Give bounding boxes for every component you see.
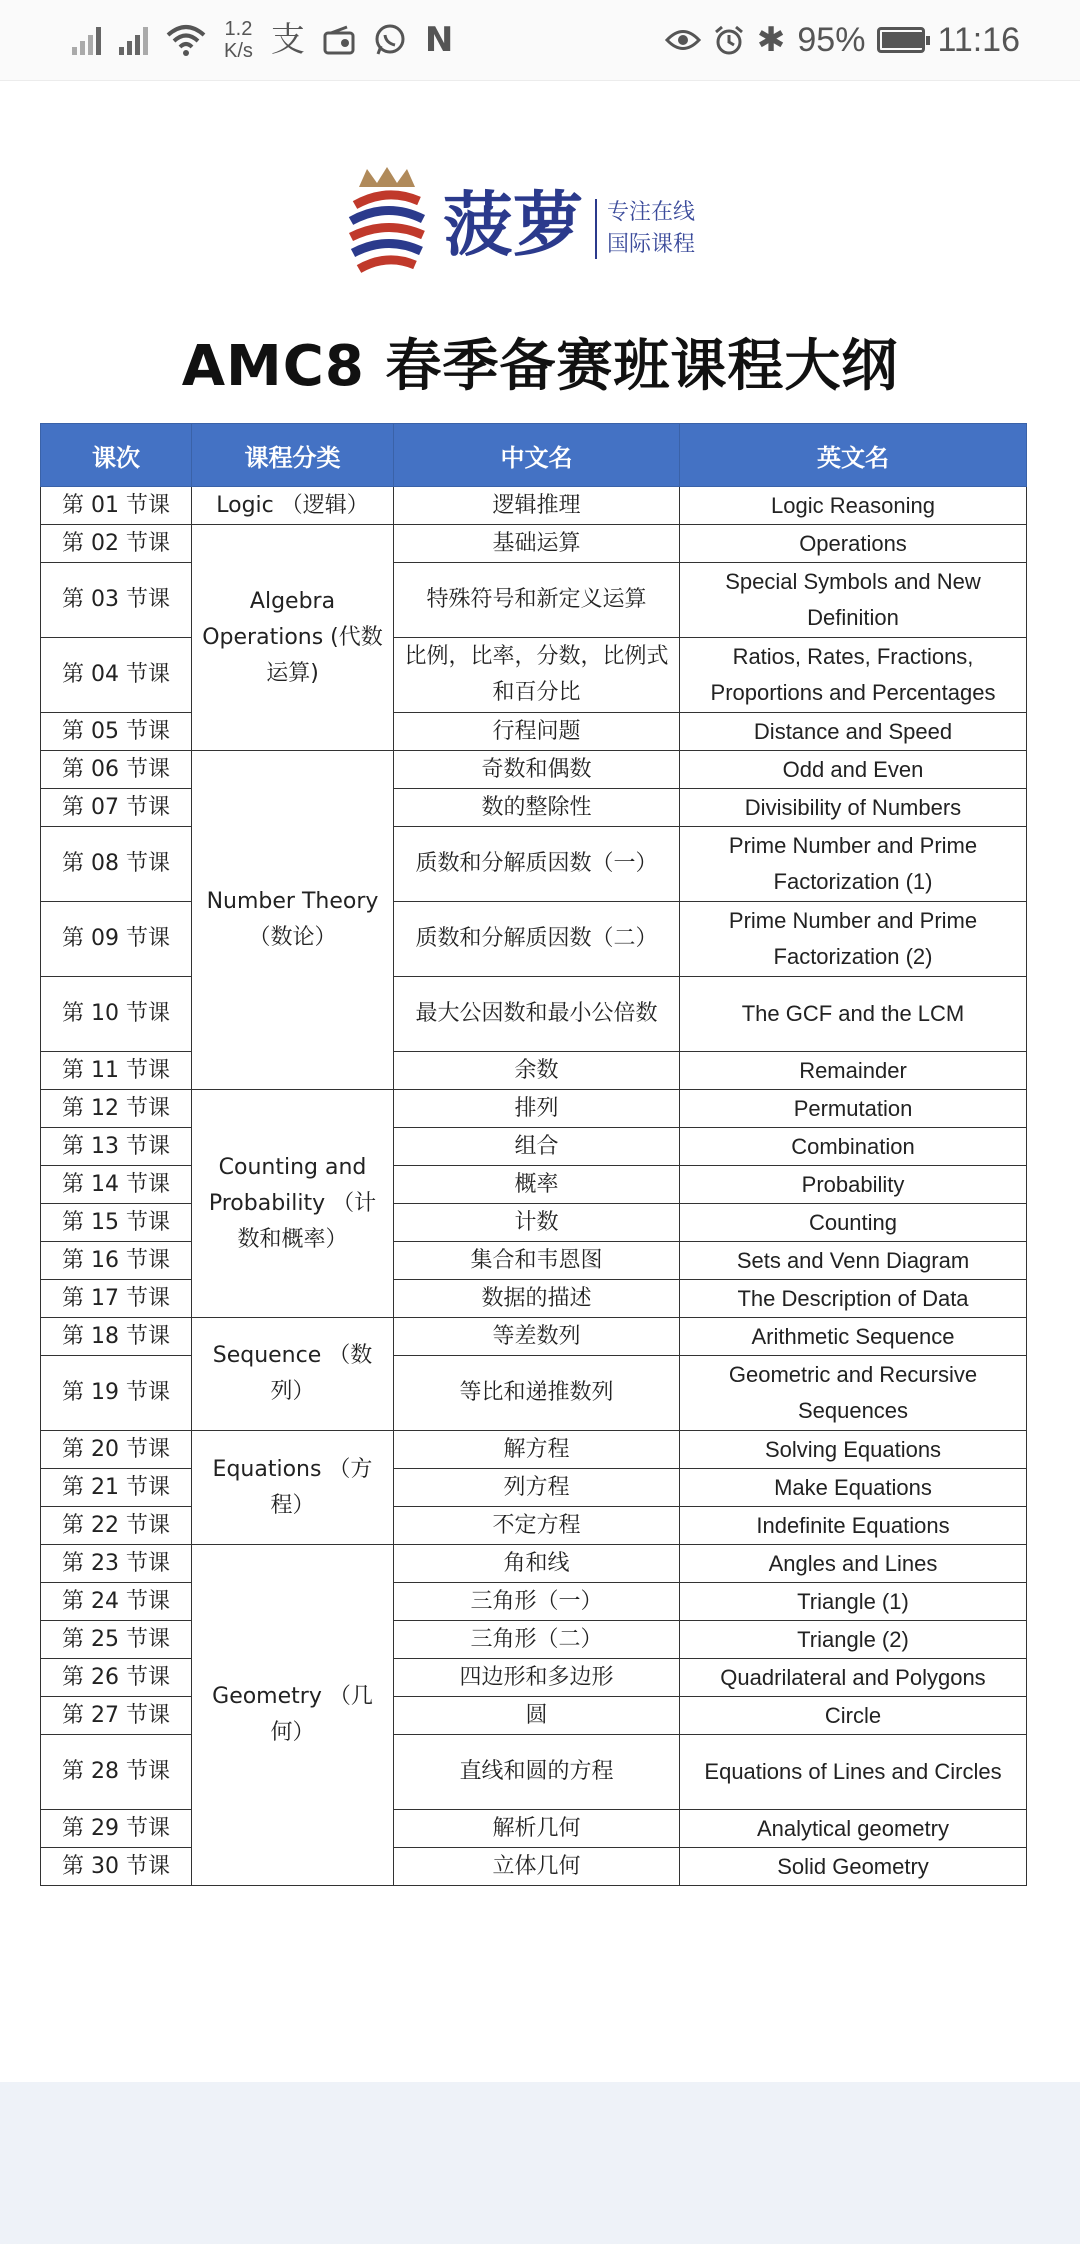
category-cell: Equations （方程） — [192, 1431, 394, 1545]
lesson-cell: 第 14 节课 — [41, 1166, 192, 1204]
chinese-name-cell: 特殊符号和新定义运算 — [394, 563, 680, 638]
english-name-cell: Prime Number and Prime Factorization (1) — [680, 827, 1027, 902]
chinese-name-cell: 余数 — [394, 1052, 680, 1090]
table-row — [41, 713, 1027, 751]
table-row — [41, 1431, 1027, 1469]
english-name-cell: Permutation — [680, 1090, 1027, 1128]
wifi-icon — [166, 23, 206, 57]
english-name-cell: Remainder — [680, 1052, 1027, 1090]
english-name-cell: Odd and Even — [680, 751, 1027, 789]
net-speed-unit: K/s — [224, 40, 253, 62]
whatsapp-icon — [373, 23, 407, 57]
chinese-name-cell: 数据的描述 — [394, 1280, 680, 1318]
english-name-cell: The GCF and the LCM — [680, 977, 1027, 1052]
lesson-cell: 第 10 节课 — [41, 977, 192, 1052]
table-row — [41, 827, 1027, 902]
status-bar — [0, 0, 1080, 81]
chinese-name-cell: 逻辑推理 — [394, 487, 680, 525]
lesson-cell: 第 21 节课 — [41, 1469, 192, 1507]
lesson-cell: 第 01 节课 — [41, 487, 192, 525]
logo-tagline-1: 专注在线 — [607, 200, 696, 225]
english-name-cell: Counting — [680, 1204, 1027, 1242]
table-row — [41, 1052, 1027, 1090]
table-row — [41, 563, 1027, 638]
header-category: 课程分类 — [192, 424, 394, 487]
clock: 11:16 — [937, 21, 1020, 59]
chinese-name-cell: 集合和韦恩图 — [394, 1242, 680, 1280]
table-row — [41, 1280, 1027, 1318]
chinese-name-cell: 质数和分解质因数（二） — [394, 902, 680, 977]
table-row — [41, 1507, 1027, 1545]
english-name-cell: Arithmetic Sequence — [680, 1318, 1027, 1356]
table-row — [41, 789, 1027, 827]
brand-logo — [345, 165, 705, 285]
table-row — [41, 1810, 1027, 1848]
table-row — [41, 1469, 1027, 1507]
logo-name: 菠萝 — [443, 183, 583, 266]
chinese-name-cell: 直线和圆的方程 — [394, 1735, 680, 1810]
table-row — [41, 638, 1027, 713]
chinese-name-cell: 计数 — [394, 1204, 680, 1242]
chinese-name-cell: 不定方程 — [394, 1507, 680, 1545]
lesson-cell: 第 29 节课 — [41, 1810, 192, 1848]
lesson-cell: 第 13 节课 — [41, 1128, 192, 1166]
lesson-cell: 第 25 节课 — [41, 1621, 192, 1659]
table-row — [41, 1697, 1027, 1735]
eye-icon — [665, 27, 701, 53]
header-lesson: 课次 — [41, 424, 192, 487]
category-cell: Algebra Operations (代数运算) — [192, 525, 394, 751]
table-row — [41, 1166, 1027, 1204]
battery-icon — [877, 27, 925, 53]
category-cell: Counting and Probability （计数和概率） — [192, 1090, 394, 1318]
net-speed-value: 1.2 — [224, 18, 253, 40]
lesson-cell: 第 05 节课 — [41, 713, 192, 751]
chinese-name-cell: 基础运算 — [394, 525, 680, 563]
lesson-cell: 第 04 节课 — [41, 638, 192, 713]
chinese-name-cell: 列方程 — [394, 1469, 680, 1507]
english-name-cell: Circle — [680, 1697, 1027, 1735]
status-bar-left — [72, 14, 453, 66]
logo-divider — [595, 199, 597, 259]
syllabus-table — [40, 423, 1027, 1886]
table-row — [41, 1090, 1027, 1128]
english-name-cell: Solving Equations — [680, 1431, 1027, 1469]
lesson-cell: 第 12 节课 — [41, 1090, 192, 1128]
table-row — [41, 1545, 1027, 1583]
table-row — [41, 487, 1027, 525]
table-row — [41, 751, 1027, 789]
bottom-area — [0, 2082, 1080, 2244]
net-speed — [224, 18, 253, 62]
chinese-name-cell: 三角形（一） — [394, 1583, 680, 1621]
chinese-name-cell: 比例，比率，分数，比例式和百分比 — [394, 638, 680, 713]
lesson-cell: 第 15 节课 — [41, 1204, 192, 1242]
table-row — [41, 1659, 1027, 1697]
lesson-cell: 第 09 节课 — [41, 902, 192, 977]
lesson-cell: 第 07 节课 — [41, 789, 192, 827]
lesson-cell: 第 27 节课 — [41, 1697, 192, 1735]
table-body — [41, 487, 1027, 1886]
chinese-name-cell: 最大公因数和最小公倍数 — [394, 977, 680, 1052]
signal-roaming-icon — [119, 25, 148, 55]
english-name-cell: Distance and Speed — [680, 713, 1027, 751]
lesson-cell: 第 02 节课 — [41, 525, 192, 563]
chinese-name-cell: 奇数和偶数 — [394, 751, 680, 789]
english-name-cell: Logic Reasoning — [680, 487, 1027, 525]
lesson-cell: 第 16 节课 — [41, 1242, 192, 1280]
english-name-cell: Make Equations — [680, 1469, 1027, 1507]
table-row — [41, 1848, 1027, 1886]
english-name-cell: Triangle (2) — [680, 1621, 1027, 1659]
english-name-cell: Quadrilateral and Polygons — [680, 1659, 1027, 1697]
chinese-name-cell: 立体几何 — [394, 1848, 680, 1886]
chinese-name-cell: 等差数列 — [394, 1318, 680, 1356]
lesson-cell: 第 18 节课 — [41, 1318, 192, 1356]
english-name-cell: Analytical geometry — [680, 1810, 1027, 1848]
english-name-cell: Sets and Venn Diagram — [680, 1242, 1027, 1280]
english-name-cell: Divisibility of Numbers — [680, 789, 1027, 827]
chinese-name-cell: 圆 — [394, 1697, 680, 1735]
lesson-cell: 第 06 节课 — [41, 751, 192, 789]
category-cell: Number Theory （数论） — [192, 751, 394, 1090]
english-name-cell: Prime Number and Prime Factorization (2) — [680, 902, 1027, 977]
n-icon: N — [424, 20, 454, 60]
english-name-cell: The Description of Data — [680, 1280, 1027, 1318]
chinese-name-cell: 数的整除性 — [394, 789, 680, 827]
chinese-name-cell: 质数和分解质因数（一） — [394, 827, 680, 902]
lesson-cell: 第 19 节课 — [41, 1356, 192, 1431]
english-name-cell: Probability — [680, 1166, 1027, 1204]
page-title: AMC8 春季备赛班课程大纲 — [181, 334, 899, 399]
chinese-name-cell: 角和线 — [394, 1545, 680, 1583]
english-name-cell: Combination — [680, 1128, 1027, 1166]
lesson-cell: 第 24 节课 — [41, 1583, 192, 1621]
header-english-name: 英文名 — [680, 424, 1027, 487]
lesson-cell: 第 17 节课 — [41, 1280, 192, 1318]
table-row — [41, 1735, 1027, 1810]
chinese-name-cell: 组合 — [394, 1128, 680, 1166]
category-cell: Sequence （数列） — [192, 1318, 394, 1431]
alarm-icon — [713, 24, 745, 56]
pineapple-logo-icon — [345, 165, 429, 283]
table-row — [41, 1204, 1027, 1242]
logo-tagline — [607, 197, 695, 261]
table-row — [41, 1583, 1027, 1621]
table-row — [41, 1128, 1027, 1166]
chinese-name-cell: 行程问题 — [394, 713, 680, 751]
table-row — [41, 1621, 1027, 1659]
signal-icon — [72, 25, 101, 55]
lesson-cell: 第 20 节课 — [41, 1431, 192, 1469]
status-bar-right — [665, 14, 1020, 66]
table-row — [41, 977, 1027, 1052]
chinese-name-cell: 三角形（二） — [394, 1621, 680, 1659]
lesson-cell: 第 30 节课 — [41, 1848, 192, 1886]
table-row — [41, 1356, 1027, 1431]
lesson-cell: 第 26 节课 — [41, 1659, 192, 1697]
english-name-cell: Angles and Lines — [680, 1545, 1027, 1583]
lesson-cell: 第 03 节课 — [41, 563, 192, 638]
chinese-name-cell: 解析几何 — [394, 1810, 680, 1848]
header-chinese-name: 中文名 — [394, 424, 680, 487]
english-name-cell: Special Symbols and New Definition — [680, 563, 1027, 638]
battery-percent: 95% — [797, 21, 866, 59]
english-name-cell: Indefinite Equations — [680, 1507, 1027, 1545]
bluetooth-icon: ✱ — [756, 20, 786, 60]
alipay-icon: 支 — [270, 20, 305, 60]
english-name-cell: Solid Geometry — [680, 1848, 1027, 1886]
lesson-cell: 第 23 节课 — [41, 1545, 192, 1583]
category-cell: Geometry （几何） — [192, 1545, 394, 1886]
category-cell: Logic （逻辑） — [192, 487, 394, 525]
chinese-name-cell: 四边形和多边形 — [394, 1659, 680, 1697]
english-name-cell: Triangle (1) — [680, 1583, 1027, 1621]
english-name-cell: Equations of Lines and Circles — [680, 1735, 1027, 1810]
table-header-row — [41, 424, 1027, 487]
table-row — [41, 902, 1027, 977]
english-name-cell: Ratios, Rates, Fractions, Proportions and Percentages — [680, 638, 1027, 713]
lesson-cell: 第 08 节课 — [41, 827, 192, 902]
table-row — [41, 525, 1027, 563]
chinese-name-cell: 排列 — [394, 1090, 680, 1128]
radio-icon — [323, 25, 355, 55]
english-name-cell: Operations — [680, 525, 1027, 563]
logo-tagline-2: 国际课程 — [607, 232, 696, 257]
chinese-name-cell: 等比和递推数列 — [394, 1356, 680, 1431]
chinese-name-cell: 解方程 — [394, 1431, 680, 1469]
table-row — [41, 1242, 1027, 1280]
table-row — [41, 1318, 1027, 1356]
chinese-name-cell: 概率 — [394, 1166, 680, 1204]
lesson-cell: 第 28 节课 — [41, 1735, 192, 1810]
lesson-cell: 第 11 节课 — [41, 1052, 192, 1090]
english-name-cell: Geometric and Recursive Sequences — [680, 1356, 1027, 1431]
lesson-cell: 第 22 节课 — [41, 1507, 192, 1545]
